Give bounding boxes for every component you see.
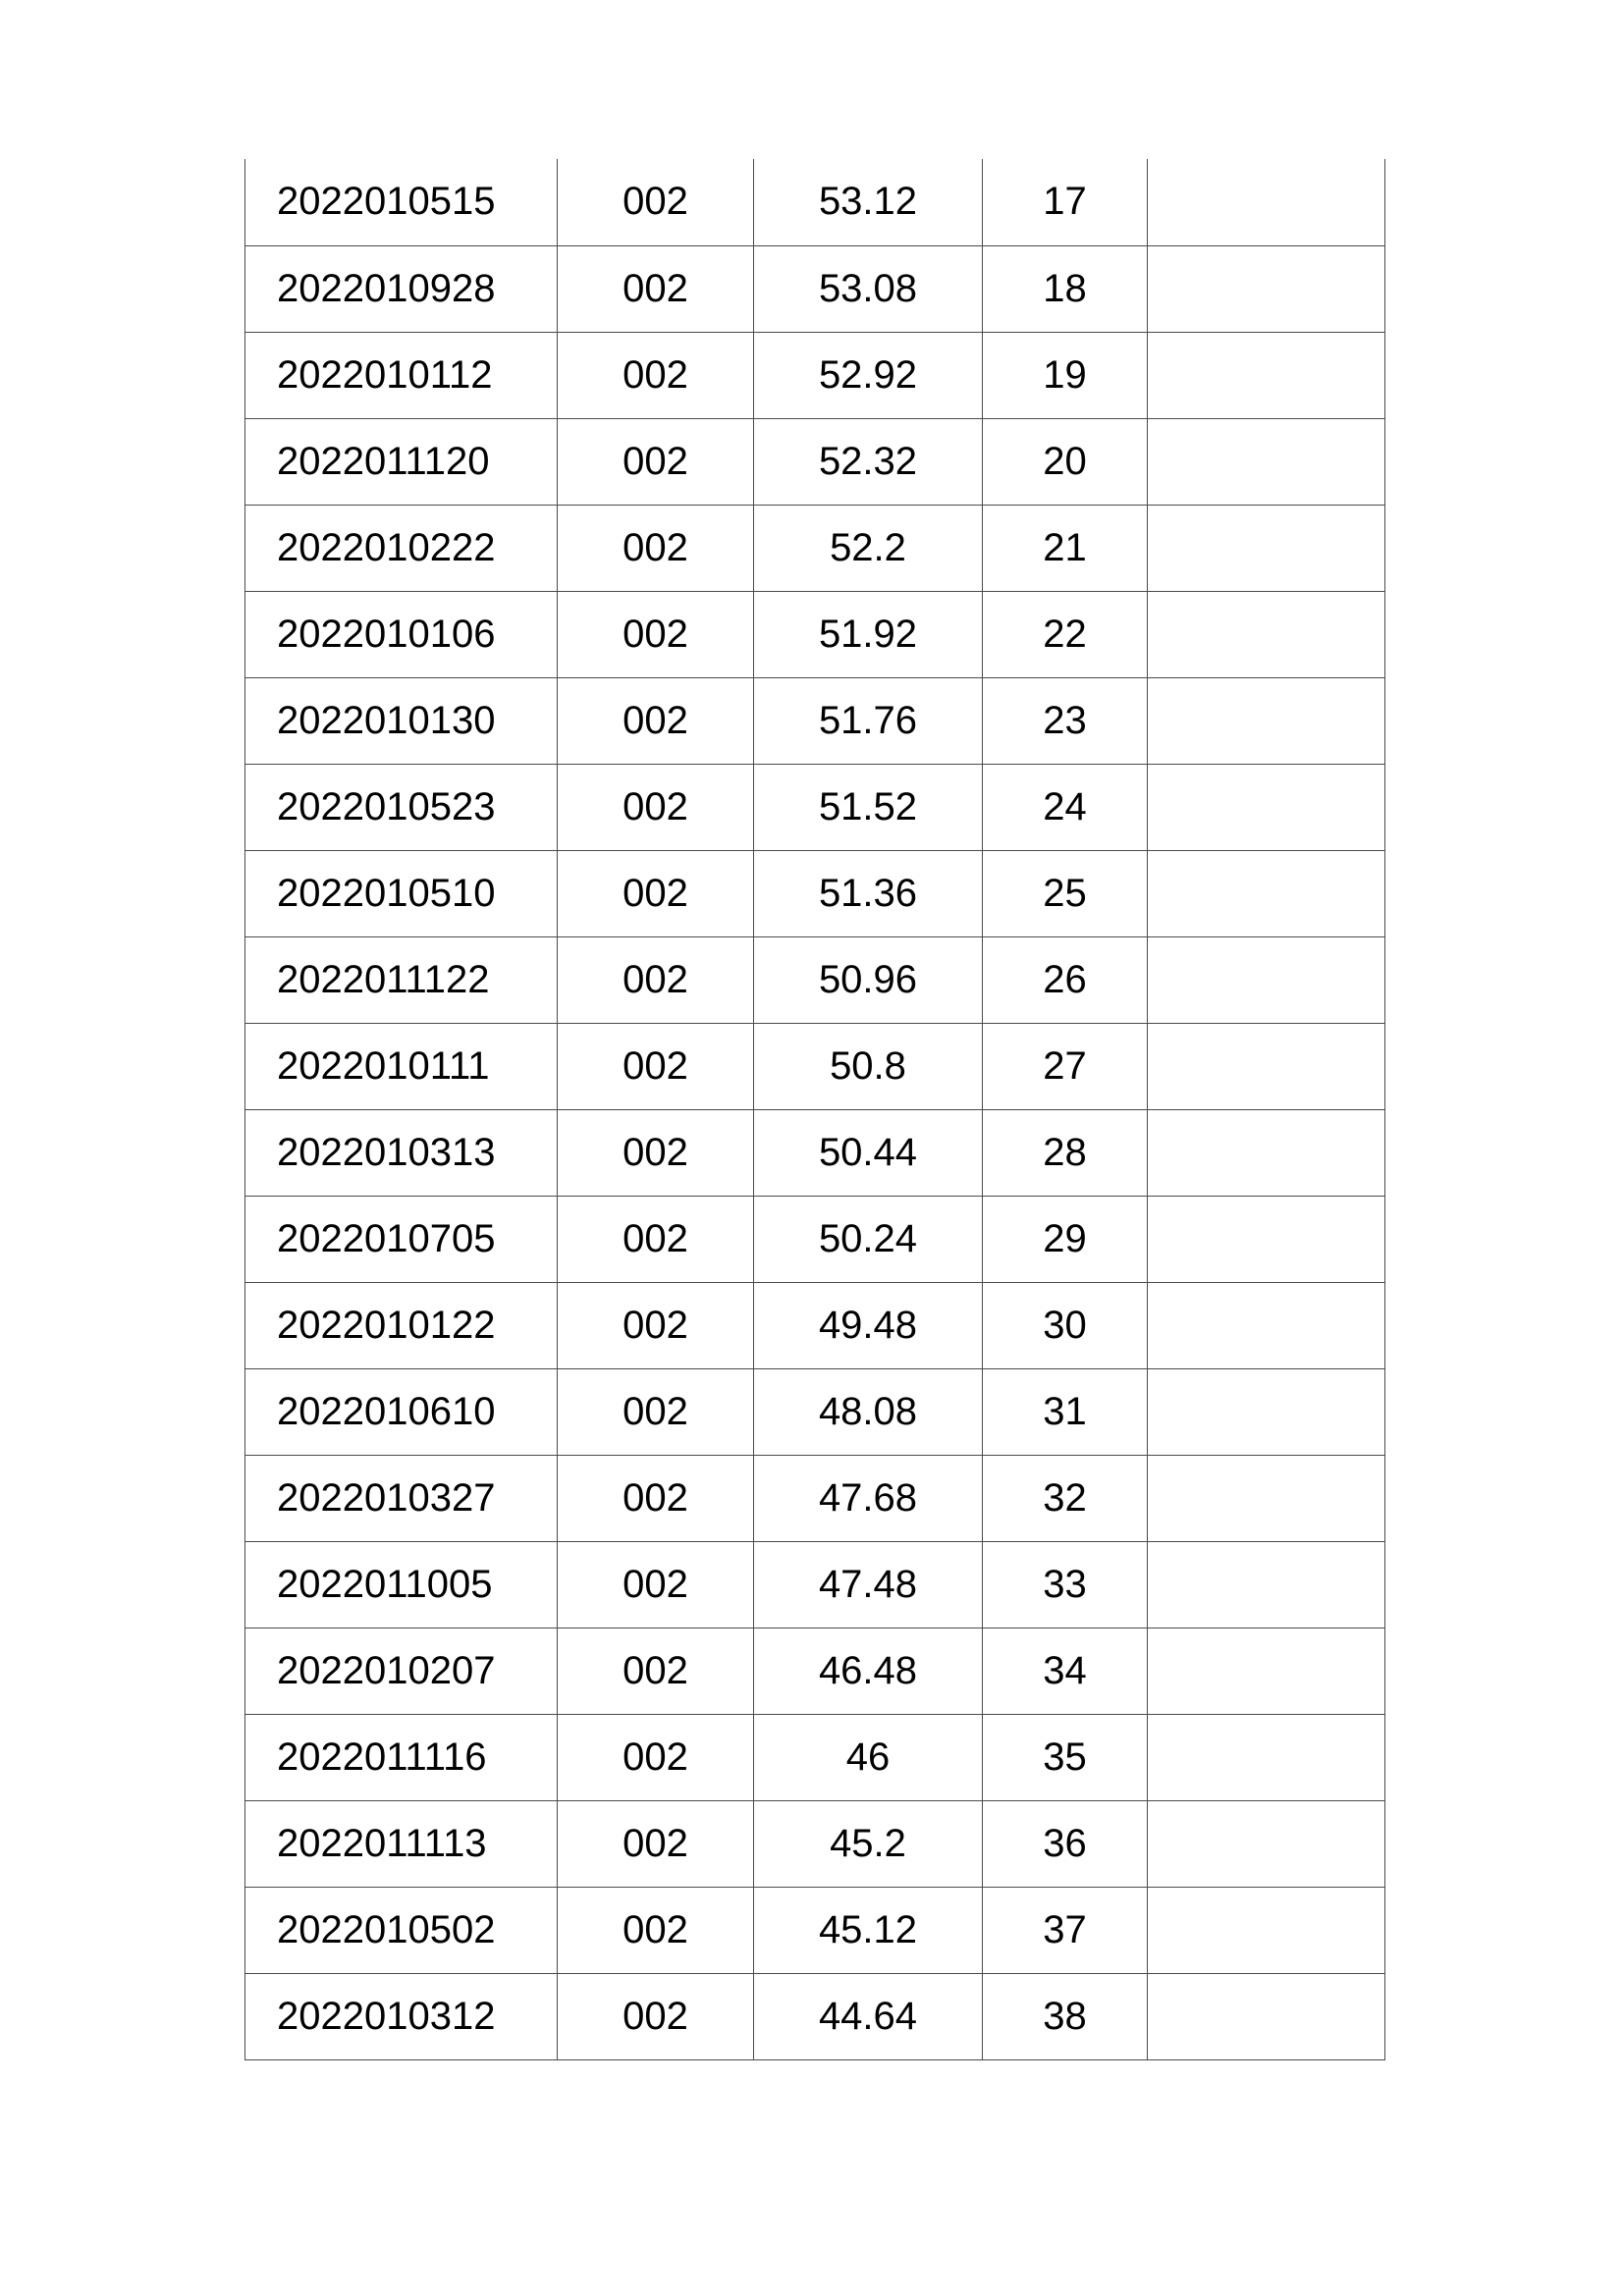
cell-post-code: 002 — [558, 764, 754, 850]
cell-note — [1148, 1368, 1385, 1455]
table-row — [245, 418, 1385, 505]
cell-note — [1148, 505, 1385, 591]
cell-note — [1148, 1714, 1385, 1800]
cell-note — [1148, 1628, 1385, 1714]
cell-candidate-id: 2022010515 — [245, 159, 558, 245]
table-row — [245, 764, 1385, 850]
cell-post-code: 002 — [558, 1541, 754, 1628]
cell-score: 47.48 — [754, 1541, 983, 1628]
cell-post-code: 002 — [558, 677, 754, 764]
cell-rank: 18 — [983, 245, 1148, 332]
table-row — [245, 1800, 1385, 1887]
cell-note — [1148, 159, 1385, 245]
cell-rank: 30 — [983, 1282, 1148, 1368]
table-row — [245, 1973, 1385, 2059]
cell-post-code: 002 — [558, 1628, 754, 1714]
cell-post-code: 002 — [558, 850, 754, 936]
table-row — [245, 850, 1385, 936]
cell-rank: 28 — [983, 1109, 1148, 1196]
cell-score: 53.12 — [754, 159, 983, 245]
cell-candidate-id: 2022010510 — [245, 850, 558, 936]
table-row — [245, 591, 1385, 677]
cell-score: 51.52 — [754, 764, 983, 850]
cell-rank: 37 — [983, 1887, 1148, 1973]
table-row — [245, 1628, 1385, 1714]
cell-note — [1148, 1541, 1385, 1628]
cell-score: 45.12 — [754, 1887, 983, 1973]
cell-note — [1148, 1800, 1385, 1887]
cell-post-code: 002 — [558, 1109, 754, 1196]
cell-candidate-id: 2022010705 — [245, 1196, 558, 1282]
cell-post-code: 002 — [558, 1714, 754, 1800]
cell-note — [1148, 850, 1385, 936]
cell-score: 51.76 — [754, 677, 983, 764]
cell-score: 50.44 — [754, 1109, 983, 1196]
cell-post-code: 002 — [558, 1196, 754, 1282]
cell-score: 46 — [754, 1714, 983, 1800]
cell-post-code: 002 — [558, 591, 754, 677]
cell-candidate-id: 2022010106 — [245, 591, 558, 677]
cell-score: 52.32 — [754, 418, 983, 505]
cell-rank: 35 — [983, 1714, 1148, 1800]
table-row — [245, 159, 1385, 245]
cell-score: 50.8 — [754, 1023, 983, 1109]
cell-post-code: 002 — [558, 505, 754, 591]
cell-post-code: 002 — [558, 418, 754, 505]
table-row — [245, 1282, 1385, 1368]
cell-rank: 27 — [983, 1023, 1148, 1109]
cell-note — [1148, 764, 1385, 850]
table-row — [245, 1887, 1385, 1973]
cell-score: 51.92 — [754, 591, 983, 677]
cell-score: 45.2 — [754, 1800, 983, 1887]
score-table — [244, 159, 1385, 2060]
cell-candidate-id: 2022011120 — [245, 418, 558, 505]
cell-note — [1148, 1196, 1385, 1282]
cell-score: 51.36 — [754, 850, 983, 936]
cell-post-code: 002 — [558, 1023, 754, 1109]
cell-post-code: 002 — [558, 245, 754, 332]
cell-rank: 29 — [983, 1196, 1148, 1282]
cell-candidate-id: 2022010313 — [245, 1109, 558, 1196]
table-row — [245, 245, 1385, 332]
cell-candidate-id: 2022010111 — [245, 1023, 558, 1109]
cell-rank: 19 — [983, 332, 1148, 418]
cell-candidate-id: 2022011116 — [245, 1714, 558, 1800]
cell-rank: 21 — [983, 505, 1148, 591]
cell-score: 50.96 — [754, 936, 983, 1023]
cell-post-code: 002 — [558, 1455, 754, 1541]
table-row — [245, 1455, 1385, 1541]
table-row — [245, 1023, 1385, 1109]
cell-rank: 24 — [983, 764, 1148, 850]
cell-note — [1148, 1109, 1385, 1196]
cell-candidate-id: 2022011122 — [245, 936, 558, 1023]
cell-rank: 22 — [983, 591, 1148, 677]
cell-score: 52.2 — [754, 505, 983, 591]
cell-post-code: 002 — [558, 1368, 754, 1455]
table-row — [245, 1196, 1385, 1282]
cell-note — [1148, 591, 1385, 677]
cell-rank: 26 — [983, 936, 1148, 1023]
cell-candidate-id: 2022010928 — [245, 245, 558, 332]
cell-rank: 31 — [983, 1368, 1148, 1455]
cell-note — [1148, 332, 1385, 418]
cell-rank: 23 — [983, 677, 1148, 764]
cell-candidate-id: 2022011113 — [245, 1800, 558, 1887]
cell-candidate-id: 2022010112 — [245, 332, 558, 418]
table-row — [245, 1541, 1385, 1628]
cell-post-code: 002 — [558, 159, 754, 245]
cell-note — [1148, 245, 1385, 332]
cell-note — [1148, 418, 1385, 505]
cell-note — [1148, 1887, 1385, 1973]
cell-rank: 36 — [983, 1800, 1148, 1887]
table-row — [245, 505, 1385, 591]
table-row — [245, 677, 1385, 764]
cell-post-code: 002 — [558, 1800, 754, 1887]
cell-rank: 17 — [983, 159, 1148, 245]
cell-note — [1148, 1282, 1385, 1368]
cell-note — [1148, 936, 1385, 1023]
cell-score: 47.68 — [754, 1455, 983, 1541]
cell-score: 44.64 — [754, 1973, 983, 2059]
cell-post-code: 002 — [558, 332, 754, 418]
cell-post-code: 002 — [558, 936, 754, 1023]
cell-rank: 32 — [983, 1455, 1148, 1541]
cell-score: 53.08 — [754, 245, 983, 332]
cell-candidate-id: 2022010122 — [245, 1282, 558, 1368]
cell-score: 50.24 — [754, 1196, 983, 1282]
cell-candidate-id: 2022010207 — [245, 1628, 558, 1714]
cell-rank: 34 — [983, 1628, 1148, 1714]
cell-rank: 25 — [983, 850, 1148, 936]
table-row — [245, 936, 1385, 1023]
cell-note — [1148, 677, 1385, 764]
cell-score: 52.92 — [754, 332, 983, 418]
table-body — [245, 159, 1385, 2059]
cell-candidate-id: 2022010523 — [245, 764, 558, 850]
cell-rank: 20 — [983, 418, 1148, 505]
cell-rank: 33 — [983, 1541, 1148, 1628]
cell-candidate-id: 2022010130 — [245, 677, 558, 764]
table-row — [245, 332, 1385, 418]
cell-candidate-id: 2022010610 — [245, 1368, 558, 1455]
cell-candidate-id: 2022010312 — [245, 1973, 558, 2059]
cell-candidate-id: 2022010502 — [245, 1887, 558, 1973]
cell-candidate-id: 2022011005 — [245, 1541, 558, 1628]
cell-candidate-id: 2022010327 — [245, 1455, 558, 1541]
cell-post-code: 002 — [558, 1282, 754, 1368]
cell-note — [1148, 1973, 1385, 2059]
cell-candidate-id: 2022010222 — [245, 505, 558, 591]
cell-score: 46.48 — [754, 1628, 983, 1714]
cell-note — [1148, 1455, 1385, 1541]
cell-score: 49.48 — [754, 1282, 983, 1368]
table-row — [245, 1109, 1385, 1196]
cell-post-code: 002 — [558, 1887, 754, 1973]
table-row — [245, 1714, 1385, 1800]
cell-post-code: 002 — [558, 1973, 754, 2059]
cell-note — [1148, 1023, 1385, 1109]
cell-score: 48.08 — [754, 1368, 983, 1455]
table-row — [245, 1368, 1385, 1455]
cell-rank: 38 — [983, 1973, 1148, 2059]
